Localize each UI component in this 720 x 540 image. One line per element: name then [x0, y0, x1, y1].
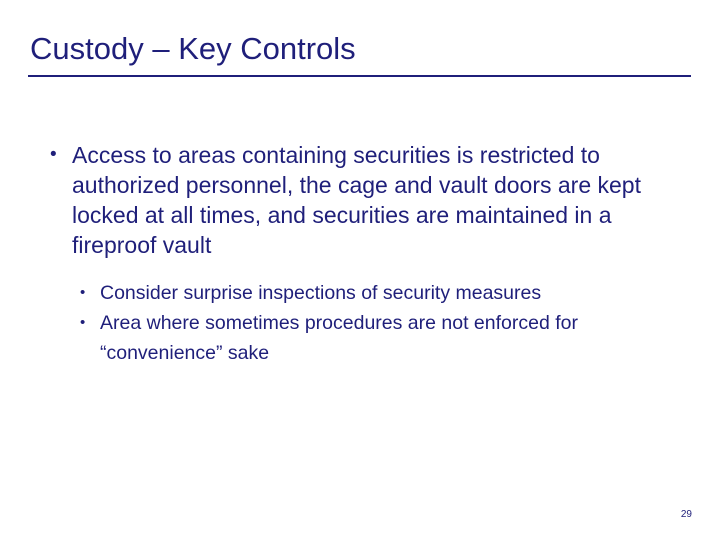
sub-bullet-marker: •	[80, 284, 86, 301]
slide-title: Custody – Key Controls	[30, 31, 356, 66]
bullet-text: Access to areas containing securities is restricted to authorized personnel, the cage and vault doors are kept locked at all times, and securities are maintained in a fireproof vault	[72, 142, 641, 258]
sub-bullet-item	[80, 308, 700, 368]
bullet-marker: •	[50, 144, 57, 165]
sub-bullet-list	[80, 278, 700, 368]
bullet-item	[50, 140, 700, 260]
bullet-list	[50, 140, 700, 260]
sub-bullet-marker: •	[80, 314, 86, 331]
page-number: 29	[680, 509, 692, 520]
sub-bullet-text: Consider surprise inspections of security measures	[100, 282, 542, 304]
sub-bullet-item	[80, 278, 700, 308]
title-divider	[28, 75, 691, 77]
sub-bullet-text: Area where sometimes procedures are not enforced for “convenience” sake	[100, 312, 578, 364]
